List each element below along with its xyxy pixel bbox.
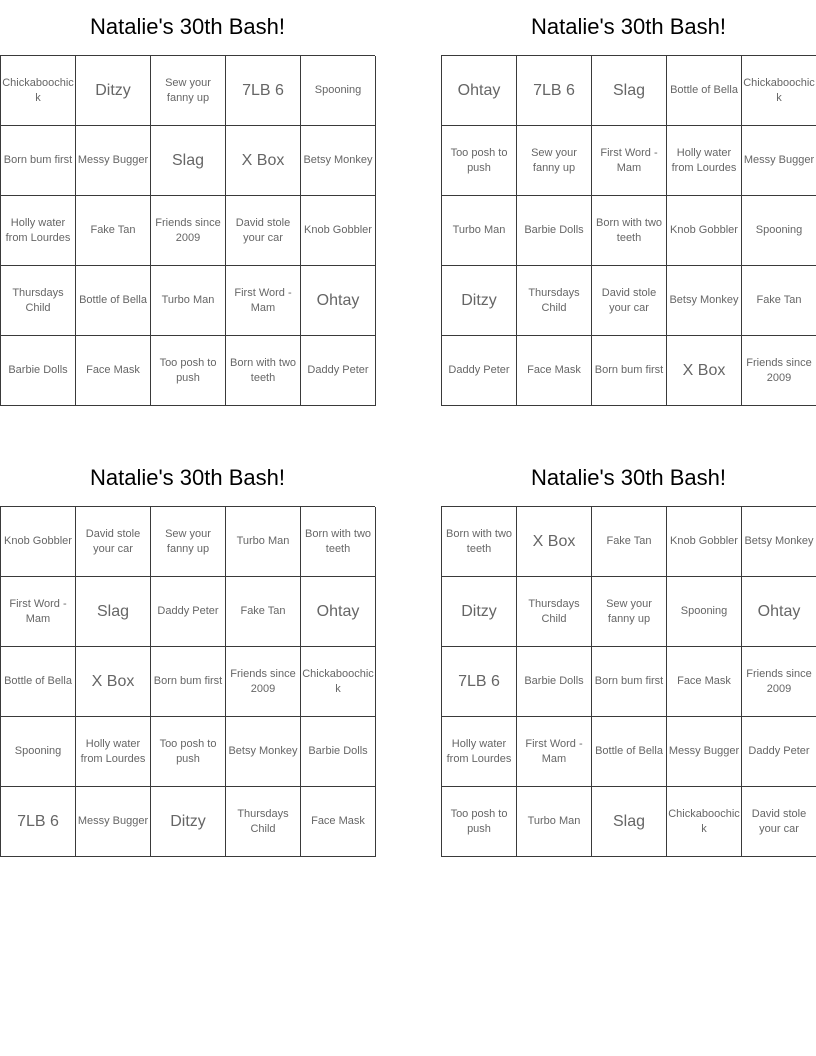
- bingo-cell: Barbie Dolls: [517, 196, 592, 266]
- bingo-cell: Sew your fanny up: [151, 507, 226, 577]
- bingo-cell: First Word - Mam: [517, 717, 592, 787]
- bingo-card-2: [441, 0, 816, 406]
- bingo-cell: Face Mask: [301, 787, 376, 857]
- bingo-cell: Fake Tan: [592, 507, 667, 577]
- bingo-cell: Friends since 2009: [742, 336, 816, 406]
- bingo-cell: Messy Bugger: [742, 126, 816, 196]
- bingo-cell: Holly water from Lourdes: [442, 717, 517, 787]
- bingo-cell: Barbie Dolls: [1, 336, 76, 406]
- bingo-cell: Slag: [592, 787, 667, 857]
- bingo-cell: Fake Tan: [742, 266, 816, 336]
- bingo-cell: 7LB 6: [517, 56, 592, 126]
- bingo-cell: Knob Gobbler: [301, 196, 376, 266]
- bingo-cell: Slag: [151, 126, 226, 196]
- bingo-cell: First Word - Mam: [592, 126, 667, 196]
- bingo-cell: Sew your fanny up: [517, 126, 592, 196]
- bingo-cell: 7LB 6: [442, 647, 517, 717]
- bingo-cell: Ditzy: [442, 266, 517, 336]
- bingo-cell: Slag: [76, 577, 151, 647]
- bingo-cell: Too posh to push: [442, 126, 517, 196]
- bingo-cell: Bottle of Bella: [667, 56, 742, 126]
- bingo-cell: Too posh to push: [151, 336, 226, 406]
- bingo-cell: Face Mask: [76, 336, 151, 406]
- bingo-cell: Turbo Man: [151, 266, 226, 336]
- bingo-cell: Daddy Peter: [151, 577, 226, 647]
- bingo-grid: [441, 506, 816, 857]
- bingo-cell: Knob Gobbler: [1, 507, 76, 577]
- bingo-cell: Thursdays Child: [226, 787, 301, 857]
- bingo-cell: Born bum first: [592, 647, 667, 717]
- bingo-cell: Betsy Monkey: [742, 507, 816, 577]
- bingo-cell: Turbo Man: [517, 787, 592, 857]
- bingo-cell: Holly water from Lourdes: [1, 196, 76, 266]
- bingo-grid: [0, 506, 375, 857]
- bingo-cell: Born bum first: [592, 336, 667, 406]
- card-title: Natalie's 30th Bash!: [90, 14, 285, 39]
- bingo-cell: Sew your fanny up: [592, 577, 667, 647]
- bingo-cell: Friends since 2009: [151, 196, 226, 266]
- bingo-cell: Daddy Peter: [742, 717, 816, 787]
- bingo-cell: Daddy Peter: [301, 336, 376, 406]
- bingo-cell: 7LB 6: [1, 787, 76, 857]
- bingo-cell: David stole your car: [592, 266, 667, 336]
- bingo-cell: Ohtay: [301, 266, 376, 336]
- bingo-cell: Ditzy: [151, 787, 226, 857]
- bingo-cell: First Word - Mam: [226, 266, 301, 336]
- bingo-cell: Spooning: [667, 577, 742, 647]
- bingo-cell: Born bum first: [151, 647, 226, 717]
- bingo-cell: Chickaboochick: [301, 647, 376, 717]
- bingo-cell: Messy Bugger: [76, 787, 151, 857]
- bingo-cell: Born bum first: [1, 126, 76, 196]
- bingo-cell: Ohtay: [301, 577, 376, 647]
- bingo-cell: Friends since 2009: [226, 647, 301, 717]
- bingo-cell: Bottle of Bella: [592, 717, 667, 787]
- bingo-cell: First Word - Mam: [1, 577, 76, 647]
- bingo-cell: Turbo Man: [442, 196, 517, 266]
- bingo-cell: Barbie Dolls: [301, 717, 376, 787]
- bingo-cell: X Box: [517, 507, 592, 577]
- bingo-cell: Turbo Man: [226, 507, 301, 577]
- bingo-cell: Betsy Monkey: [226, 717, 301, 787]
- bingo-cell: Thursdays Child: [517, 266, 592, 336]
- bingo-card-1: [0, 0, 375, 406]
- bingo-cell: Slag: [592, 56, 667, 126]
- bingo-cell: Sew your fanny up: [151, 56, 226, 126]
- bingo-cell: David stole your car: [226, 196, 301, 266]
- bingo-cell: Messy Bugger: [76, 126, 151, 196]
- bingo-cell: Ditzy: [442, 577, 517, 647]
- bingo-cell: Fake Tan: [226, 577, 301, 647]
- bingo-grid: [441, 55, 816, 406]
- bingo-cell: Bottle of Bella: [1, 647, 76, 717]
- bingo-cell: Messy Bugger: [667, 717, 742, 787]
- bingo-cell: Ohtay: [442, 56, 517, 126]
- bingo-cell: Bottle of Bella: [76, 266, 151, 336]
- bingo-cell: Thursdays Child: [1, 266, 76, 336]
- bingo-cell: X Box: [226, 126, 301, 196]
- bingo-cell: Chickaboochick: [667, 787, 742, 857]
- bingo-cell: Knob Gobbler: [667, 196, 742, 266]
- bingo-cell: David stole your car: [742, 787, 816, 857]
- bingo-cell: Ditzy: [76, 56, 151, 126]
- bingo-cell: Chickaboochick: [742, 56, 816, 126]
- bingo-cell: Born with two teeth: [226, 336, 301, 406]
- bingo-cell: Too posh to push: [442, 787, 517, 857]
- bingo-cell: Knob Gobbler: [667, 507, 742, 577]
- bingo-cell: Thursdays Child: [517, 577, 592, 647]
- bingo-cell: Ohtay: [742, 577, 816, 647]
- bingo-cell: Friends since 2009: [742, 647, 816, 717]
- bingo-cell: Daddy Peter: [442, 336, 517, 406]
- bingo-cell: Fake Tan: [76, 196, 151, 266]
- card-title: Natalie's 30th Bash!: [531, 465, 726, 490]
- bingo-cell: Born with two teeth: [592, 196, 667, 266]
- bingo-cell: Face Mask: [517, 336, 592, 406]
- bingo-grid: [0, 55, 375, 406]
- bingo-cell: Born with two teeth: [442, 507, 517, 577]
- bingo-cell: Betsy Monkey: [667, 266, 742, 336]
- bingo-cell: Betsy Monkey: [301, 126, 376, 196]
- bingo-cell: Spooning: [742, 196, 816, 266]
- bingo-cell: Barbie Dolls: [517, 647, 592, 717]
- bingo-cell: Too posh to push: [151, 717, 226, 787]
- bingo-cell: Spooning: [301, 56, 376, 126]
- bingo-cell: Holly water from Lourdes: [667, 126, 742, 196]
- bingo-cell: Chickaboochick: [1, 56, 76, 126]
- bingo-cell: David stole your car: [76, 507, 151, 577]
- bingo-cell: X Box: [667, 336, 742, 406]
- bingo-cell: Face Mask: [667, 647, 742, 717]
- bingo-cell: Spooning: [1, 717, 76, 787]
- bingo-cell: Holly water from Lourdes: [76, 717, 151, 787]
- card-title: Natalie's 30th Bash!: [90, 465, 285, 490]
- card-title: Natalie's 30th Bash!: [531, 14, 726, 39]
- bingo-cell: X Box: [76, 647, 151, 717]
- bingo-cell: 7LB 6: [226, 56, 301, 126]
- bingo-card-3: [0, 451, 375, 857]
- bingo-cell: Born with two teeth: [301, 507, 376, 577]
- bingo-card-4: [441, 451, 816, 857]
